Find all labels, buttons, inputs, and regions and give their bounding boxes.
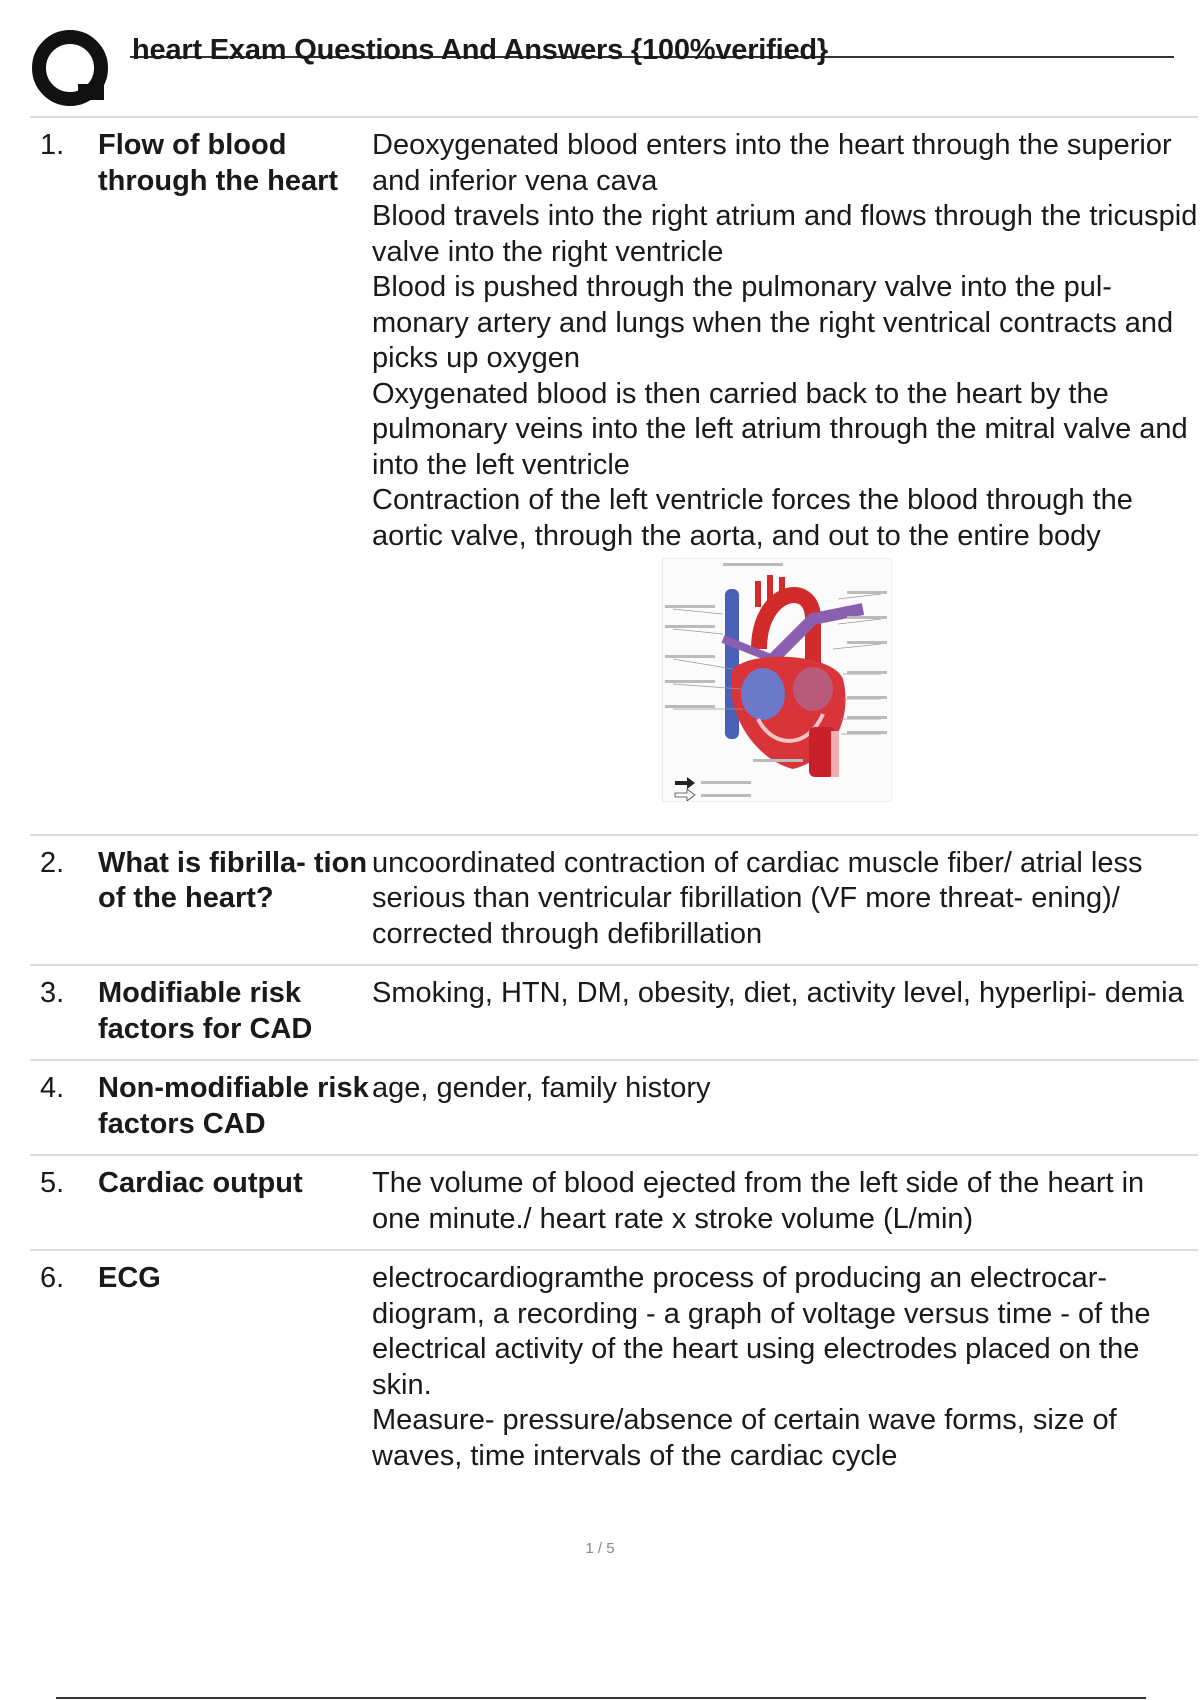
qa-row bbox=[30, 836, 1198, 967]
q-logo-icon bbox=[30, 28, 116, 114]
item-term: Flow of blood through the heart bbox=[98, 129, 339, 197]
item-answer bbox=[372, 1071, 1198, 1142]
heart-anatomy-diagram-icon bbox=[662, 558, 892, 802]
qa-row bbox=[30, 1156, 1198, 1251]
qa-list bbox=[30, 118, 1198, 1486]
item-number: 2. bbox=[40, 846, 65, 879]
item-term: Modifiable risk factors for CAD bbox=[98, 977, 313, 1045]
answer-line: Blood travels into the right atrium and flows through the tricuspid valve into the right ventricle bbox=[372, 200, 1198, 268]
document-title: heart Exam Questions And Answers {100%verified} bbox=[132, 34, 828, 66]
item-number: 5. bbox=[40, 1167, 65, 1199]
page-header bbox=[30, 28, 1142, 112]
item-number: 4. bbox=[40, 1072, 65, 1104]
answer-line: The volume of blood ejected from the left side of the heart in one minute./ heart rate x stroke volume (L/min) bbox=[372, 1167, 1145, 1235]
qa-row bbox=[30, 966, 1198, 1061]
item-answer bbox=[372, 976, 1198, 1047]
answer-line: Measure- pressure/absence of certain wave forms, size of waves, time intervals of the cardiac cycle bbox=[372, 1404, 1117, 1472]
item-answer bbox=[372, 1166, 1198, 1237]
item-answer bbox=[372, 128, 1198, 822]
qa-row bbox=[30, 118, 1198, 836]
item-number: 1. bbox=[40, 129, 65, 161]
answer-line: Blood is pushed through the pulmonary valve into the pul- monary artery and lungs when the right ventrical contracts and picks up oxygen bbox=[372, 271, 1174, 374]
item-term: Non-modifiable risk factors CAD bbox=[98, 1072, 369, 1140]
qa-row bbox=[30, 1251, 1198, 1486]
item-number: 6. bbox=[40, 1262, 65, 1294]
answer-line: Smoking, HTN, DM, obesity, diet, activity level, hyperlipi- demia bbox=[372, 977, 1184, 1009]
bottom-divider bbox=[56, 1697, 1146, 1699]
page-number: 1 / 5 bbox=[585, 1540, 615, 1557]
item-term: What is fibrilla- tion of the heart? bbox=[98, 846, 368, 914]
item-term: Cardiac output bbox=[98, 1167, 303, 1199]
qa-row bbox=[30, 1061, 1198, 1156]
item-answer bbox=[372, 846, 1198, 953]
answer-line: age, gender, family history bbox=[372, 1072, 711, 1104]
answer-line: uncoordinated contraction of cardiac muscle fiber/ atrial less serious than ventricular fibrillation (VF more threat- ening)/ corrected through defibrillation bbox=[372, 846, 1143, 950]
answer-line: electrocardiogramthe process of producing an electrocar- diogram, a recording - a graph of voltage versus time - of the electrical activity of the heart using electrodes placed on the skin. bbox=[372, 1262, 1151, 1401]
item-term: ECG bbox=[98, 1262, 161, 1294]
answer-line: Oxygenated blood is then carried back to the heart by the pulmonary veins into the left atrium through the mitral valve and into the left ventricle bbox=[372, 377, 1188, 481]
answer-line: Contraction of the left ventricle forces the blood through the aortic valve, through the aorta, and out to the entire body bbox=[372, 484, 1133, 552]
item-number: 3. bbox=[40, 977, 65, 1009]
answer-line: Deoxygenated blood enters into the heart through the superior and inferior vena cava bbox=[372, 129, 1172, 197]
item-answer bbox=[372, 1261, 1198, 1474]
